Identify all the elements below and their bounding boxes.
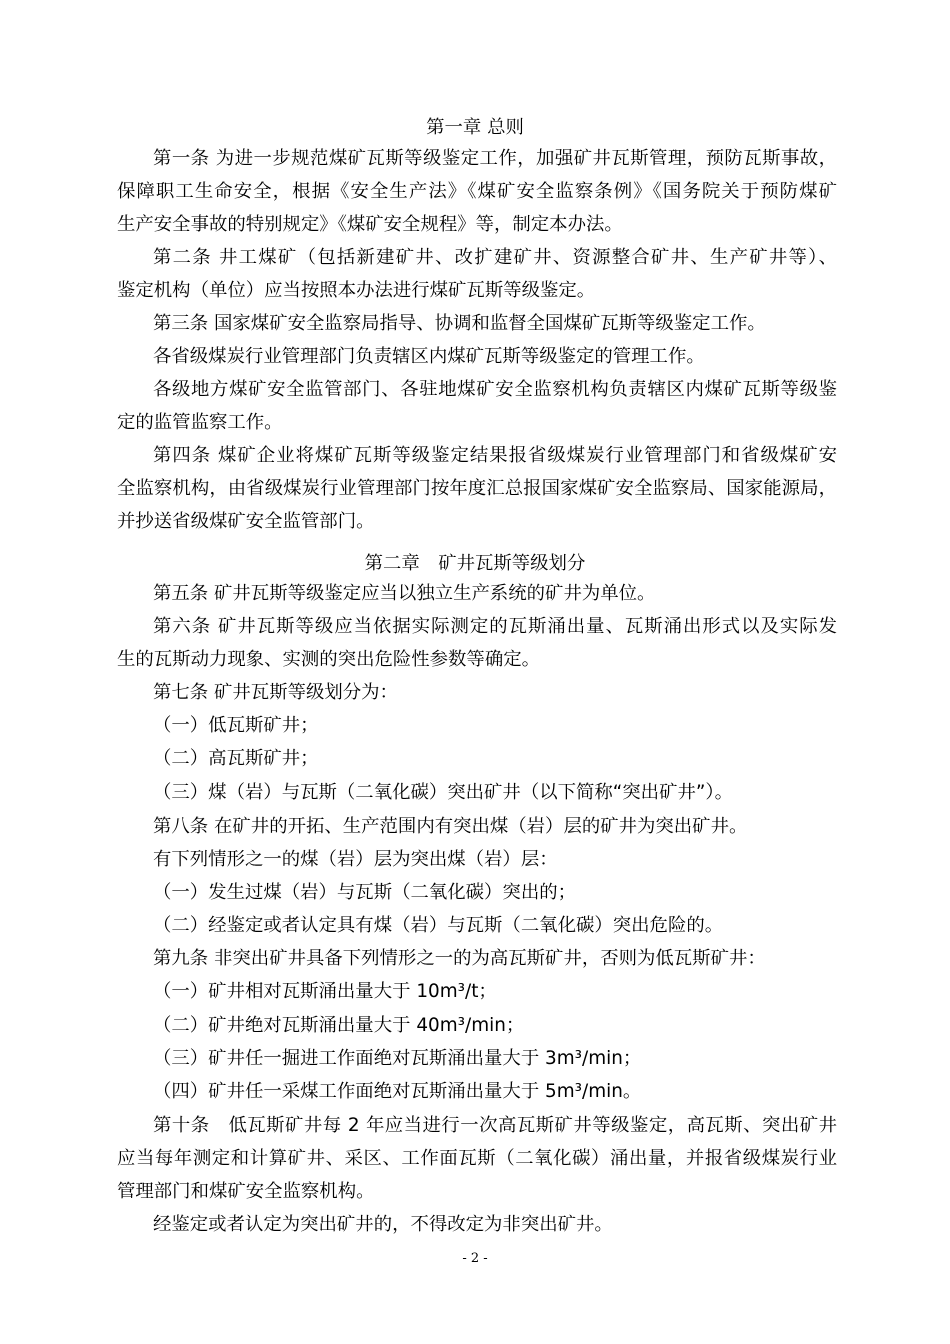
article-9-item-1: （一）矿井相对瓦斯涌出量大于 10m³/t； (153, 981, 497, 1002)
article-2-line-2: 鉴定机构（单位）应当按照本办法进行煤矿瓦斯等级鉴定。 (117, 280, 596, 301)
article-9-item-4: （四）矿井任一采煤工作面绝对瓦斯涌出量大于 5m³/min。 (153, 1081, 642, 1102)
article-3-paragraph-2: 各省级煤炭行业管理部门负责辖区内煤矿瓦斯等级鉴定的管理工作。 (153, 346, 705, 367)
article-4-line-3: 并抄送省级煤矿安全监管部门。 (117, 511, 375, 532)
article-10-paragraph-2: 经鉴定或者认定为突出矿井的，不得改定为非突出矿井。 (153, 1214, 613, 1235)
article-3-paragraph-3-line-2: 定的监管监察工作。 (117, 412, 283, 433)
article-1-line-1: 第一条 为进一步规范煤矿瓦斯等级鉴定工作，加强矿井瓦斯管理，预防瓦斯事故， (153, 148, 837, 169)
article-2-line-1: 第二条 井工煤矿（包括新建矿井、改扩建矿井、资源整合矿井、生产矿井等）、 (153, 247, 837, 268)
article-8-paragraph-2: 有下列情形之一的煤（岩）层为突出煤（岩）层： (153, 849, 558, 870)
article-7-item-1: （一）低瓦斯矿井； (153, 715, 319, 736)
article-7-line-1: 第七条 矿井瓦斯等级划分为： (153, 682, 398, 703)
article-7-item-3: （三）煤（岩）与瓦斯（二氧化碳）突出矿井（以下简称“突出矿井”）。 (153, 782, 733, 803)
page-number: - 2 - (462, 1251, 488, 1266)
article-9-line-1: 第九条 非突出矿井具备下列情形之一的为高瓦斯矿井，否则为低瓦斯矿井： (153, 948, 766, 969)
article-3-paragraph-3-line-1: 各级地方煤矿安全监管部门、各驻地煤矿安全监察机构负责辖区内煤矿瓦斯等级鉴 (153, 379, 837, 400)
article-6-line-2: 生的瓦斯动力现象、实测的突出危险性参数等确定。 (117, 649, 540, 670)
article-8-line-1: 第八条 在矿井的开拓、生产范围内有突出煤（岩）层的矿井为突出矿井。 (153, 816, 748, 837)
chapter-1-title: 第一章 总则 (426, 117, 524, 138)
article-10-line-3: 管理部门和煤矿安全监察机构。 (117, 1181, 375, 1202)
article-8-item-1: （一）发生过煤（岩）与瓦斯（二氧化碳）突出的； (153, 882, 576, 903)
article-7-item-2: （二）高瓦斯矿井； (153, 748, 319, 769)
article-4-line-1: 第四条 煤矿企业将煤矿瓦斯等级鉴定结果报省级煤炭行业管理部门和省级煤矿安 (153, 445, 837, 466)
article-9-item-2: （二）矿井绝对瓦斯涌出量大于 40m³/min； (153, 1015, 525, 1036)
article-3-line-1: 第三条 国家煤矿安全监察局指导、协调和监督全国煤矿瓦斯等级鉴定工作。 (153, 313, 766, 334)
article-10-line-1: 第十条 低瓦斯矿井每 2 年应当进行一次高瓦斯矿井等级鉴定，高瓦斯、突出矿井 (153, 1115, 837, 1136)
chapter-2-title: 第二章 矿井瓦斯等级划分 (364, 553, 586, 574)
article-1-line-2: 保障职工生命安全，根据《安全生产法》《煤矿安全监察条例》《国务院关于预防煤矿 (117, 181, 837, 202)
article-5-line-1: 第五条 矿井瓦斯等级鉴定应当以独立生产系统的矿井为单位。 (153, 583, 656, 604)
article-1-line-3: 生产安全事故的特别规定》《煤矿安全规程》等，制定本办法。 (117, 214, 623, 235)
article-6-line-1: 第六条 矿井瓦斯等级应当依据实际测定的瓦斯涌出量、瓦斯涌出形式以及实际发 (153, 616, 837, 637)
article-8-item-2: （二）经鉴定或者认定具有煤（岩）与瓦斯（二氧化碳）突出危险的。 (153, 915, 724, 936)
article-4-line-2: 全监察机构，由省级煤炭行业管理部门按年度汇总报国家煤矿安全监察局、国家能源局， (117, 478, 837, 499)
article-10-line-2: 应当每年测定和计算矿井、采区、工作面瓦斯（二氧化碳）涌出量，并报省级煤炭行业 (117, 1148, 837, 1169)
article-9-item-3: （三）矿井任一掘进工作面绝对瓦斯涌出量大于 3m³/min； (153, 1048, 642, 1069)
